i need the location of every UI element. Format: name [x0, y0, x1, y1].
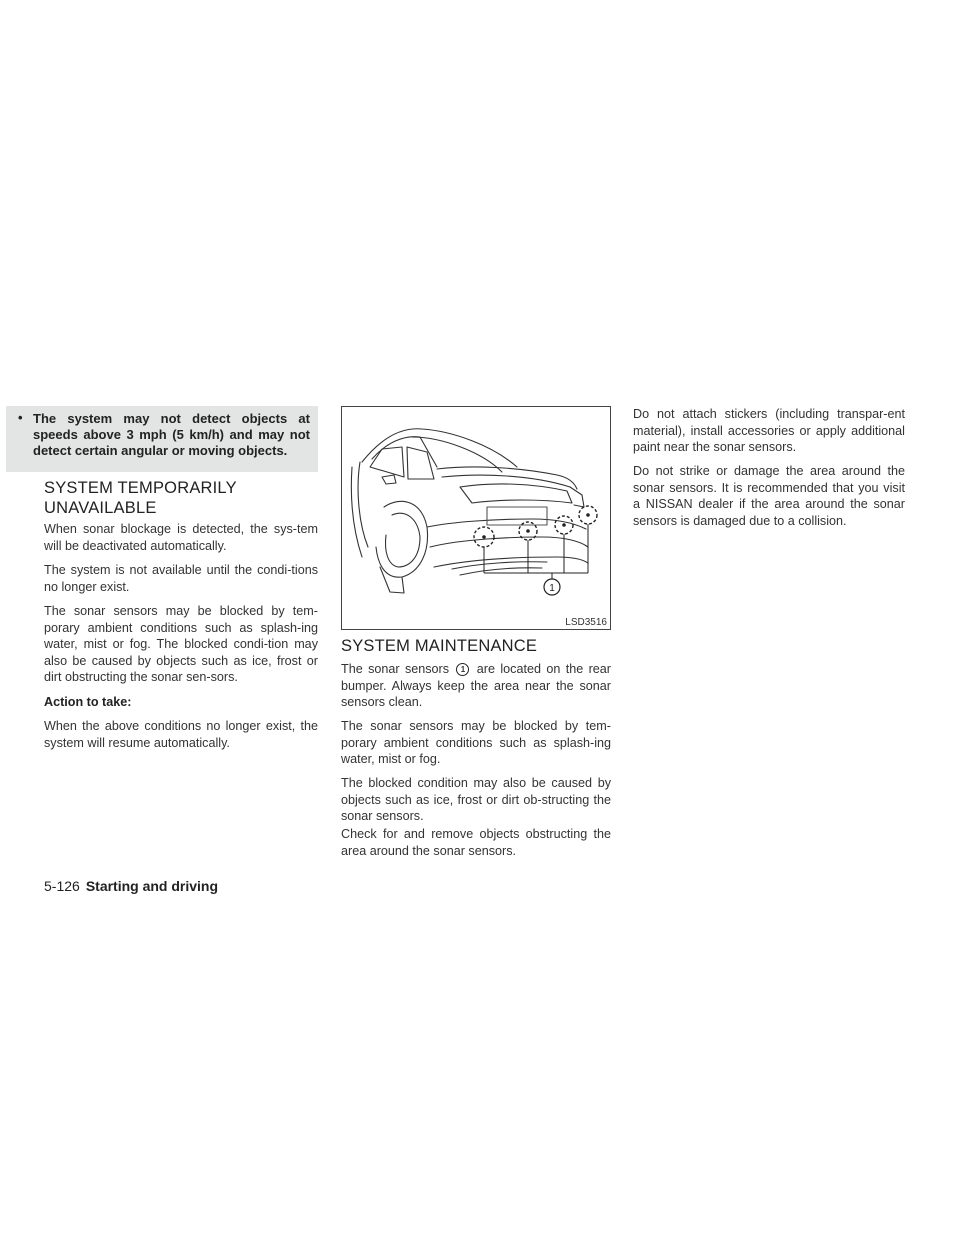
figure-callout-number: 1: [549, 583, 555, 594]
section-name: Starting and driving: [85, 878, 219, 894]
figure-code: LSD3516: [565, 617, 607, 628]
action-label: Action to take:: [44, 695, 132, 709]
section-title-temporarily-unavailable: [44, 478, 237, 518]
paragraph: The system is not available until the condi-tions no longer exist.: [44, 563, 318, 594]
page-footer: [44, 878, 218, 894]
paragraph: Check for and remove objects obstructing the area around the sonar sensors.: [341, 827, 611, 858]
note-bullet: •: [18, 410, 23, 425]
paragraph: The sonar sensors may be blocked by tem-porary ambient conditions such as splash-ing water, mist or fog.: [341, 719, 611, 766]
title-line-1: SYSTEM TEMPORARILY: [44, 479, 237, 497]
paragraph: Do not strike or damage the area around the sonar sensors. It is recommended that you visit a NISSAN dealer if the area around the sonar sensors is damaged due to a collision.: [633, 464, 905, 528]
car-rear-illustration: [342, 407, 610, 629]
paragraph: The sonar sensors may be blocked by tem-porary ambient conditions such as splash-ing water, mist or fog. The blocked condi-tion may also be caused by objects such as ice, frost or dirt obstructing the sonar sen-sors.: [44, 604, 318, 684]
text-span: The sonar sensors: [341, 662, 450, 676]
warning-note-box: [6, 406, 318, 472]
section-title-system-maintenance: SYSTEM MAINTENANCE: [341, 637, 538, 655]
paragraph: [341, 661, 611, 711]
paragraph: The blocked condition may also be caused by objects such as ice, frost or dirt ob-structing the sonar sensors.: [341, 776, 611, 823]
rear-bumper-sensor-figure: [341, 406, 611, 630]
paragraph: When sonar blockage is detected, the sys-tem will be deactivated automatically.: [44, 522, 318, 553]
text-span: are located on the rear bumper. Always keep the area near the sonar sensors clean.: [341, 662, 611, 709]
paragraph: When the above conditions no longer exist, the system will resume automatically.: [44, 719, 318, 750]
callout-1-icon: 1: [456, 663, 469, 676]
note-text: The system may not detect objects at speeds above 3 mph (5 km/h) and may not detect certain angular or moving objects.: [33, 411, 310, 458]
page-number: 5-126: [44, 878, 80, 894]
title-line-2: UNAVAILABLE: [44, 499, 157, 517]
paragraph: Do not attach stickers (including transpar-ent material), install accessories or apply additional paint near the sonar sensors.: [633, 407, 905, 454]
